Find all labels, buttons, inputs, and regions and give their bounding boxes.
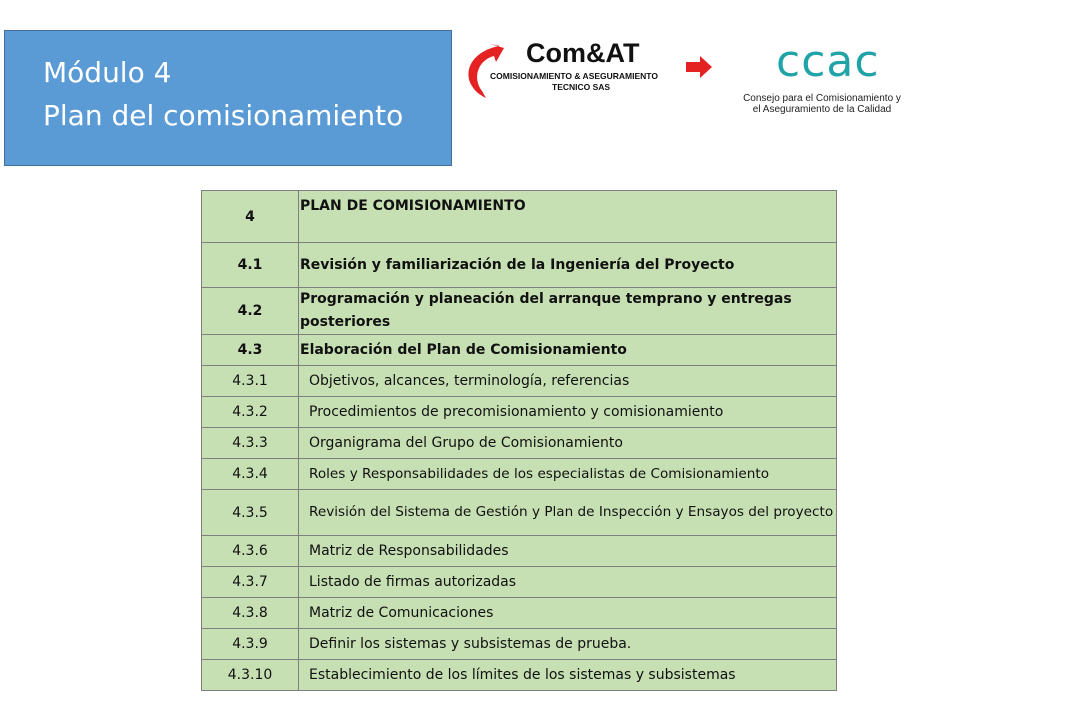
- ccac-logo: ccac: [776, 36, 880, 87]
- ccac-subtitle: [722, 93, 922, 115]
- table-row: [202, 288, 837, 335]
- module-title: Módulo 4: [43, 56, 172, 89]
- row-number: 4.3.3: [202, 428, 299, 459]
- row-text: Definir los sistemas y subsistemas de prueba.: [299, 629, 837, 660]
- table-row: [202, 598, 837, 629]
- module-subtitle: Plan del comisionamiento: [43, 99, 404, 132]
- comat-subtitle-1: COMISIONAMIENTO & ASEGURAMIENTO: [490, 71, 658, 81]
- table-row: [202, 567, 837, 598]
- row-text: Listado de firmas autorizadas: [299, 567, 837, 598]
- row-number: 4.1: [202, 243, 299, 288]
- table-row: [202, 459, 837, 490]
- comat-name: Com&AT: [526, 38, 640, 68]
- row-number: 4.3.1: [202, 366, 299, 397]
- row-text: Procedimientos de precomisionamiento y comisionamiento: [299, 397, 837, 428]
- table-row: [202, 397, 837, 428]
- row-text: Elaboración del Plan de Comisionamiento: [299, 335, 837, 366]
- row-text: Revisión y familiarización de la Ingeniería del Proyecto: [299, 243, 837, 288]
- row-text: Matriz de Responsabilidades: [299, 536, 837, 567]
- table-row: [202, 490, 837, 536]
- row-number: 4.3.7: [202, 567, 299, 598]
- row-number: 4.3.9: [202, 629, 299, 660]
- row-text: Objetivos, alcances, terminología, referencias: [299, 366, 837, 397]
- comat-subtitle-2: TECNICO SAS: [552, 82, 611, 92]
- row-number: 4.3.5: [202, 490, 299, 536]
- ccac-subtitle-1: Consejo para el Comisionamiento y: [743, 93, 901, 104]
- row-text: Organigrama del Grupo de Comisionamiento: [299, 428, 837, 459]
- row-text: Revisión del Sistema de Gestión y Plan de Inspección y Ensayos del proyecto: [299, 490, 837, 536]
- row-text: Matriz de Comunicaciones: [299, 598, 837, 629]
- table-row: [202, 366, 837, 397]
- table-row: [202, 335, 837, 366]
- row-text: PLAN DE COMISIONAMIENTO: [299, 191, 837, 243]
- table-row: [202, 428, 837, 459]
- row-number: 4.3: [202, 335, 299, 366]
- row-number: 4: [202, 191, 299, 243]
- table-row: [202, 629, 837, 660]
- module-title-box: [4, 30, 452, 166]
- comat-logo: [460, 36, 720, 106]
- row-number: 4.2: [202, 288, 299, 335]
- ccac-subtitle-2: el Aseguramiento de la Calidad: [752, 104, 892, 115]
- row-text: Roles y Responsabilidades de los especialistas de Comisionamiento: [299, 459, 837, 490]
- table-row: [202, 243, 837, 288]
- row-number: 4.3.2: [202, 397, 299, 428]
- row-text: Programación y planeación del arranque temprano y entregas posteriores: [299, 288, 837, 335]
- table-row: [202, 536, 837, 567]
- row-number: 4.3.6: [202, 536, 299, 567]
- row-text: Establecimiento de los límites de los sistemas y subsistemas: [299, 660, 837, 691]
- row-number: 4.3.10: [202, 660, 299, 691]
- row-number: 4.3.8: [202, 598, 299, 629]
- table-row: [202, 660, 837, 691]
- row-number: 4.3.4: [202, 459, 299, 490]
- table-row: [202, 191, 837, 243]
- plan-table: [201, 190, 837, 691]
